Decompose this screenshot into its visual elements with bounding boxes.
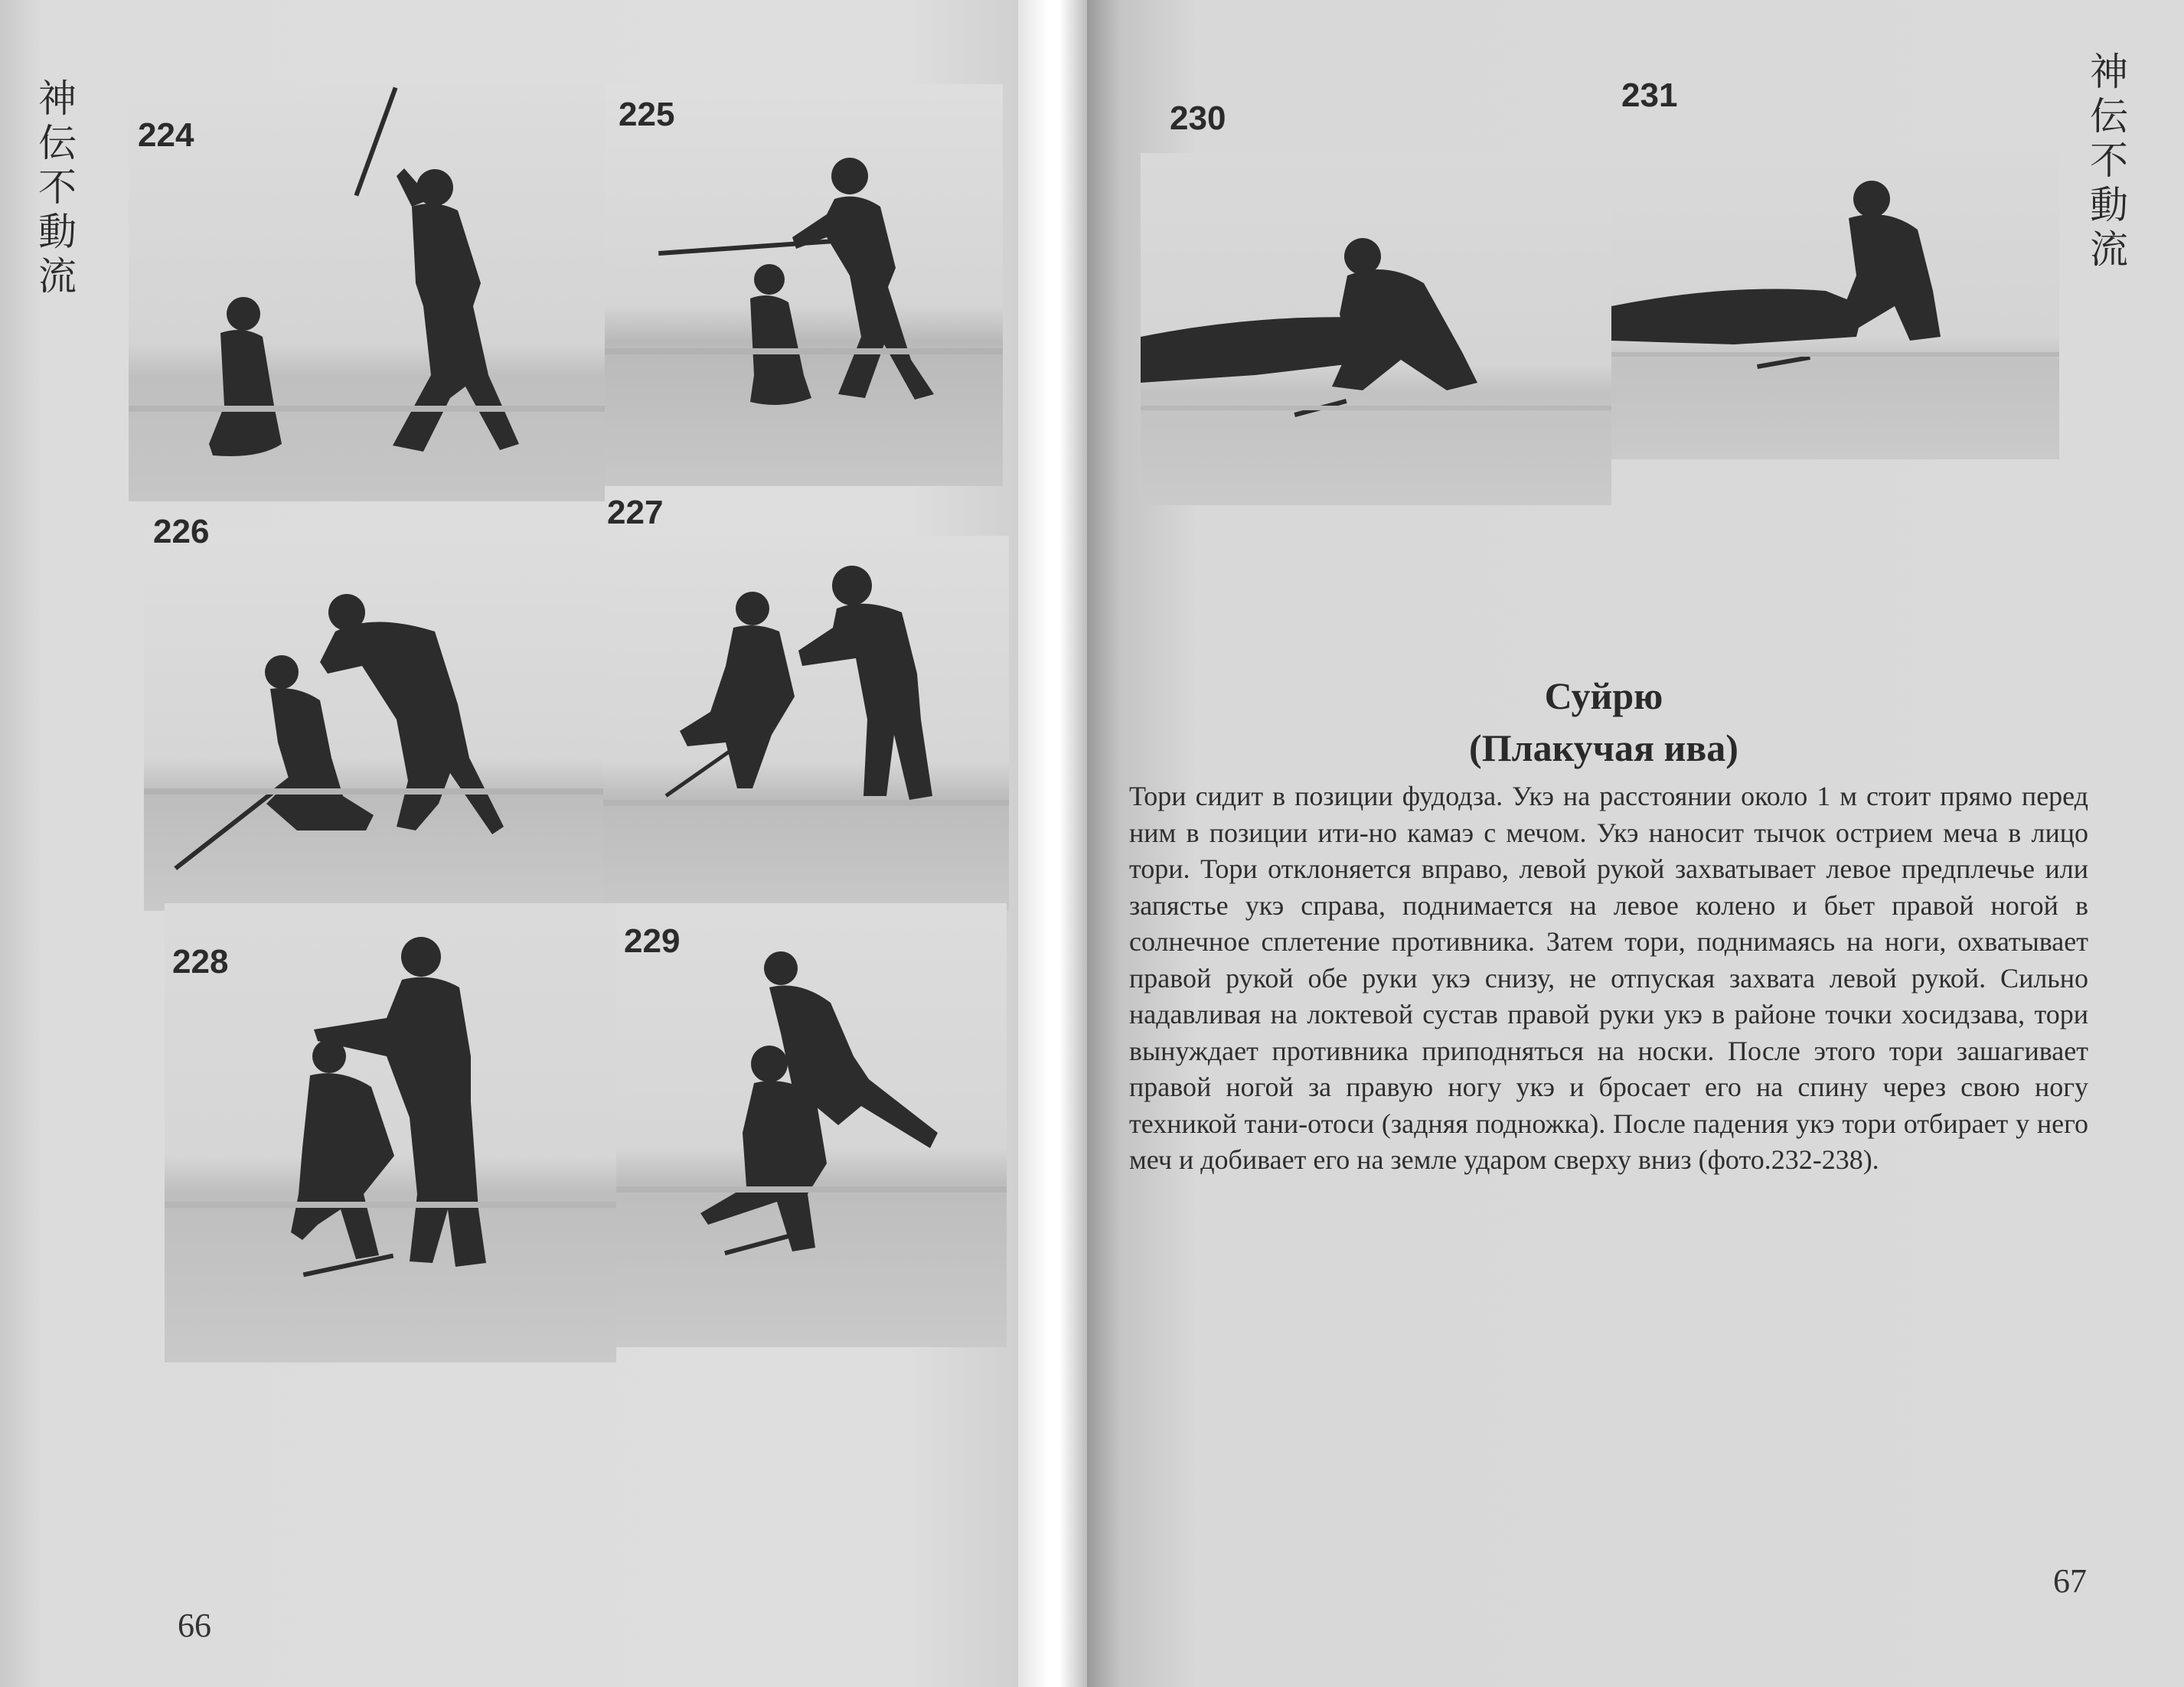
kanji-char: 不 [2090, 139, 2128, 183]
section-subtitle: (Плакучая ива) [1469, 726, 1738, 769]
figure-number: 231 [1621, 77, 1678, 114]
photo-228-scene [165, 903, 616, 1362]
figure-number: 227 [607, 494, 664, 531]
kanji-char: 神 [2090, 50, 2128, 94]
kanji-char: 神 [38, 77, 77, 121]
photo-229-scene [616, 903, 1007, 1347]
kanji-char: 動 [38, 210, 77, 254]
figure-number: 229 [624, 922, 681, 960]
photo-226 [144, 528, 603, 911]
photo-225-scene [605, 84, 1003, 486]
figure-number: 228 [172, 943, 229, 981]
figure-number: 226 [153, 513, 210, 550]
photo-226-scene [144, 528, 603, 911]
kanji-char: 伝 [2090, 94, 2128, 139]
kanji-char: 伝 [38, 121, 77, 165]
left-page [0, 0, 1068, 1687]
photo-225 [605, 84, 1003, 486]
photo-227 [603, 536, 1009, 911]
section-title: Суйрю [1544, 674, 1663, 717]
photo-227-scene [603, 536, 1009, 911]
photo-224 [129, 84, 605, 501]
kanji-char: 動 [2090, 183, 2128, 227]
photo-231-scene [1611, 153, 2059, 459]
figure-number: 230 [1170, 100, 1226, 137]
right-kanji-column [2086, 50, 2132, 272]
photo-231 [1611, 153, 2059, 459]
left-kanji-column [34, 77, 80, 299]
photo-230 [1141, 153, 1611, 505]
kanji-char: 流 [38, 254, 77, 299]
body-paragraph: Тори сидит в позиции фудодза. Укэ на расстоянии около 1 м стоит прямо перед ним в позиции ити-но камаэ с мечом. Укэ наносит тычок острием меча в лицо тори. Тори отклоняется вправо, левой рукой захватывает левое предплечье или запястье укэ справа, поднимается на левое колено и бьет правой ногой в солнечное сплетение противника. Затем тори, поднимаясь на ноги, охватывает правой рукой обе руки укэ снизу, не отпуская захвата левой рукой. Сильно надавливая на локтевой сустав правой руки укэ в районе точки хосидзава, тори вынуждает противника приподняться на носки. После этого тори зашагивает правой ногой за правую ногу укэ и бросает его на спину через свою ногу техникой тани-отоси (задняя подножка). После падения укэ тори отбирает у него меч и добивает его на земле ударом сверху вниз (фото.232-238). [1129, 781, 2088, 1175]
photo-230-scene [1141, 153, 1611, 505]
photo-228 [165, 903, 616, 1362]
photo-224-scene [129, 84, 605, 501]
page-number-left: 66 [178, 1607, 211, 1644]
kanji-char: 不 [38, 165, 77, 210]
figure-number: 224 [138, 116, 194, 154]
figure-number: 225 [619, 96, 675, 133]
book-gutter [1018, 0, 1087, 1687]
page-number-right: 67 [2053, 1562, 2087, 1600]
photo-229 [616, 903, 1007, 1347]
kanji-char: 流 [2090, 227, 2128, 272]
